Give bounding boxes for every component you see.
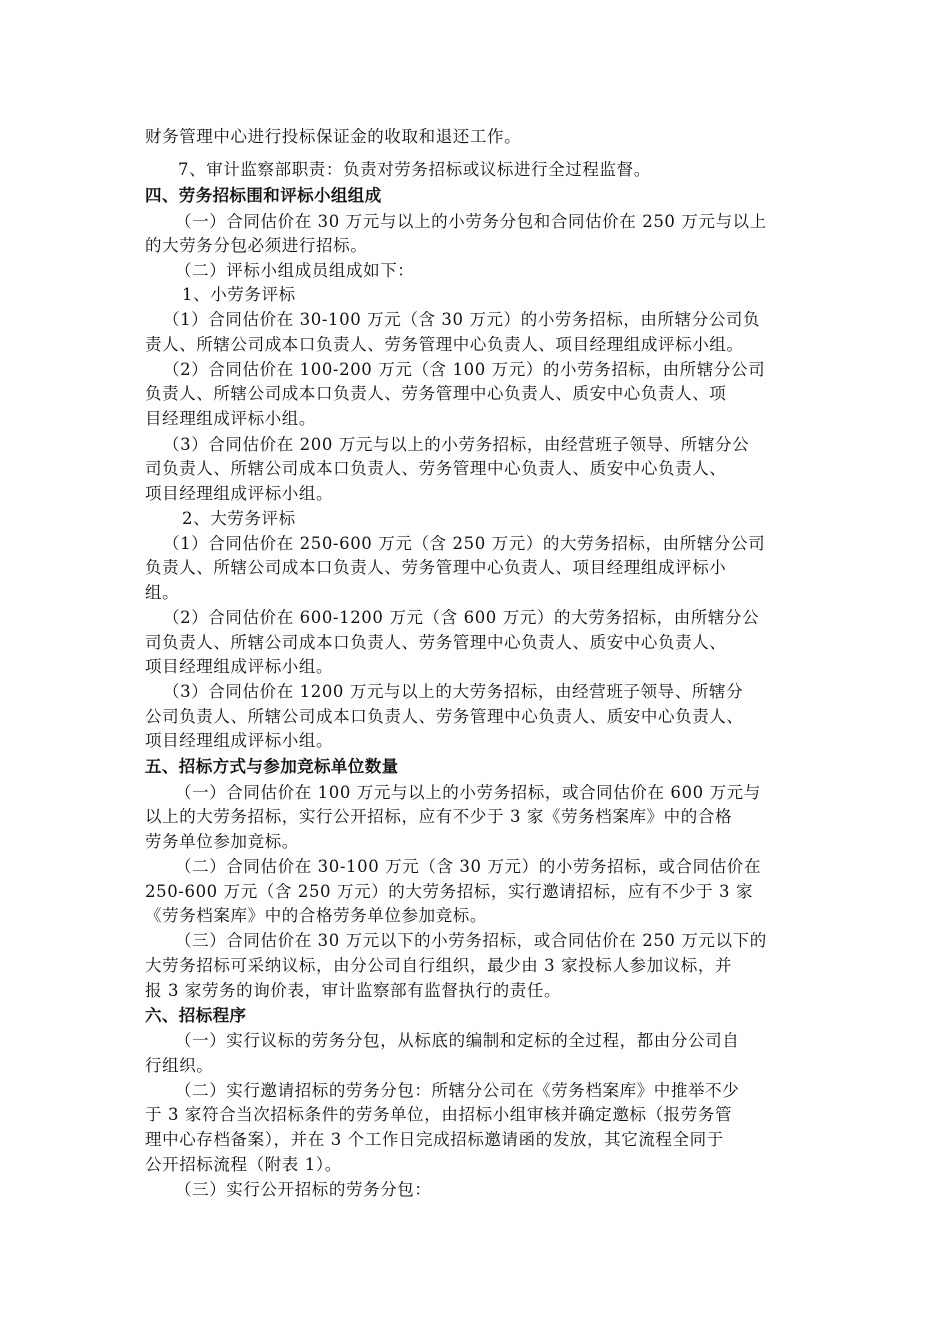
text-line: 项目经理组成评标小组。 — [145, 657, 334, 676]
text-line: 报 3 家劳务的询价表，审计监察部有监督执行的责任。 — [145, 981, 562, 1000]
text-line: 劳务单位参加竞标。 — [145, 832, 299, 851]
section-heading: 五、招标方式与参加竞标单位数量 — [145, 757, 399, 776]
text-line: 的大劳务分包必须进行招标。 — [145, 236, 368, 255]
text-line: 负责人、所辖公司成本口负责人、劳务管理中心负责人、项目经理组成评标小 — [145, 558, 727, 577]
text-line: 负责人、所辖公司成本口负责人、劳务管理中心负责人、质安中心负责人、项 — [145, 384, 727, 403]
text-line: 目经理组成评标小组。 — [145, 409, 316, 428]
text-line: 公开招标流程（附表 1）。 — [145, 1155, 342, 1174]
text-line: （2）合同估价在 600-1200 万元（含 600 万元）的大劳务招标，由所辖分公 — [163, 608, 760, 627]
text-line: （三）合同估价在 30 万元以下的小劳务招标，或合同估价在 250 万元以下的 — [175, 931, 767, 950]
text-line: （2）合同估价在 100-200 万元（含 100 万元）的小劳务招标，由所辖分公司 — [163, 360, 766, 379]
sub-heading: 1、小劳务评标 — [182, 285, 296, 304]
text-line: 于 3 家符合当次招标条件的劳务单位，由招标小组审核并确定邀标（报劳务管 — [145, 1105, 733, 1124]
text-line: （1）合同估价在 30-100 万元（含 30 万元）的小劳务招标，由所辖分公司负 — [163, 310, 761, 329]
text-line: 以上的大劳务招标，实行公开招标，应有不少于 3 家《劳务档案库》中的合格 — [145, 807, 733, 826]
text-line: （1）合同估价在 250-600 万元（含 250 万元）的大劳务招标，由所辖分公司 — [163, 534, 766, 553]
text-line: 《劳务档案库》中的合格劳务单位参加竞标。 — [145, 906, 487, 925]
text-line: （二）合同估价在 30-100 万元（含 30 万元）的小劳务招标，或合同估价在 — [175, 857, 762, 876]
text-line: 250-600 万元（含 250 万元）的大劳务招标，实行邀请招标，应有不少于 3 家 — [145, 882, 754, 901]
text-line: 财务管理中心进行投标保证金的收取和退还工作。 — [145, 127, 522, 146]
text-line: 项目经理组成评标小组。 — [145, 731, 334, 750]
text-line: 理中心存档备案），并在 3 个工作日完成招标邀请函的发放，其它流程全同于 — [145, 1130, 724, 1149]
text-line: 7、审计监察部职责：负责对劳务招标或议标进行全过程监督。 — [178, 160, 651, 179]
text-line: （二）实行邀请招标的劳务分包：所辖分公司在《劳务档案库》中推举不少 — [175, 1081, 740, 1100]
section-heading: 四、劳务招标围和评标小组组成 — [145, 186, 382, 205]
text-line: （3）合同估价在 200 万元与以上的小劳务招标，由经营班子领导、所辖分公 — [163, 435, 750, 454]
text-line: 责人、所辖公司成本口负责人、劳务管理中心负责人、项目经理组成评标小组。 — [145, 335, 744, 354]
text-line: （一）合同估价在 100 万元与以上的小劳务招标，或合同估价在 600 万元与 — [175, 783, 761, 802]
text-line: （二）评标小组成员组成如下： — [175, 261, 415, 280]
text-line: 司负责人、所辖公司成本口负责人、劳务管理中心负责人、质安中心负责人、 — [145, 633, 727, 652]
text-line: 组。 — [145, 583, 180, 602]
text-line: （一）合同估价在 30 万元与以上的小劳务分包和合同估价在 250 万元与以上 — [175, 212, 767, 231]
text-line: 项目经理组成评标小组。 — [145, 484, 334, 503]
text-line: 行组织。 — [145, 1056, 214, 1075]
section-heading: 六、招标程序 — [145, 1006, 247, 1025]
text-line: 公司负责人、所辖公司成本口负责人、劳务管理中心负责人、质安中心负责人、 — [145, 707, 744, 726]
text-line: （3）合同估价在 1200 万元与以上的大劳务招标，由经营班子领导、所辖分 — [163, 682, 744, 701]
text-line: （三）实行公开招标的劳务分包： — [175, 1180, 432, 1199]
text-line: 司负责人、所辖公司成本口负责人、劳务管理中心负责人、质安中心负责人、 — [145, 459, 727, 478]
sub-heading: 2、大劳务评标 — [182, 509, 296, 528]
text-line: （一）实行议标的劳务分包，从标底的编制和定标的全过程，都由分公司自 — [175, 1031, 740, 1050]
text-line: 大劳务招标可采纳议标，由分公司自行组织，最少由 3 家投标人参加议标，并 — [145, 956, 733, 975]
